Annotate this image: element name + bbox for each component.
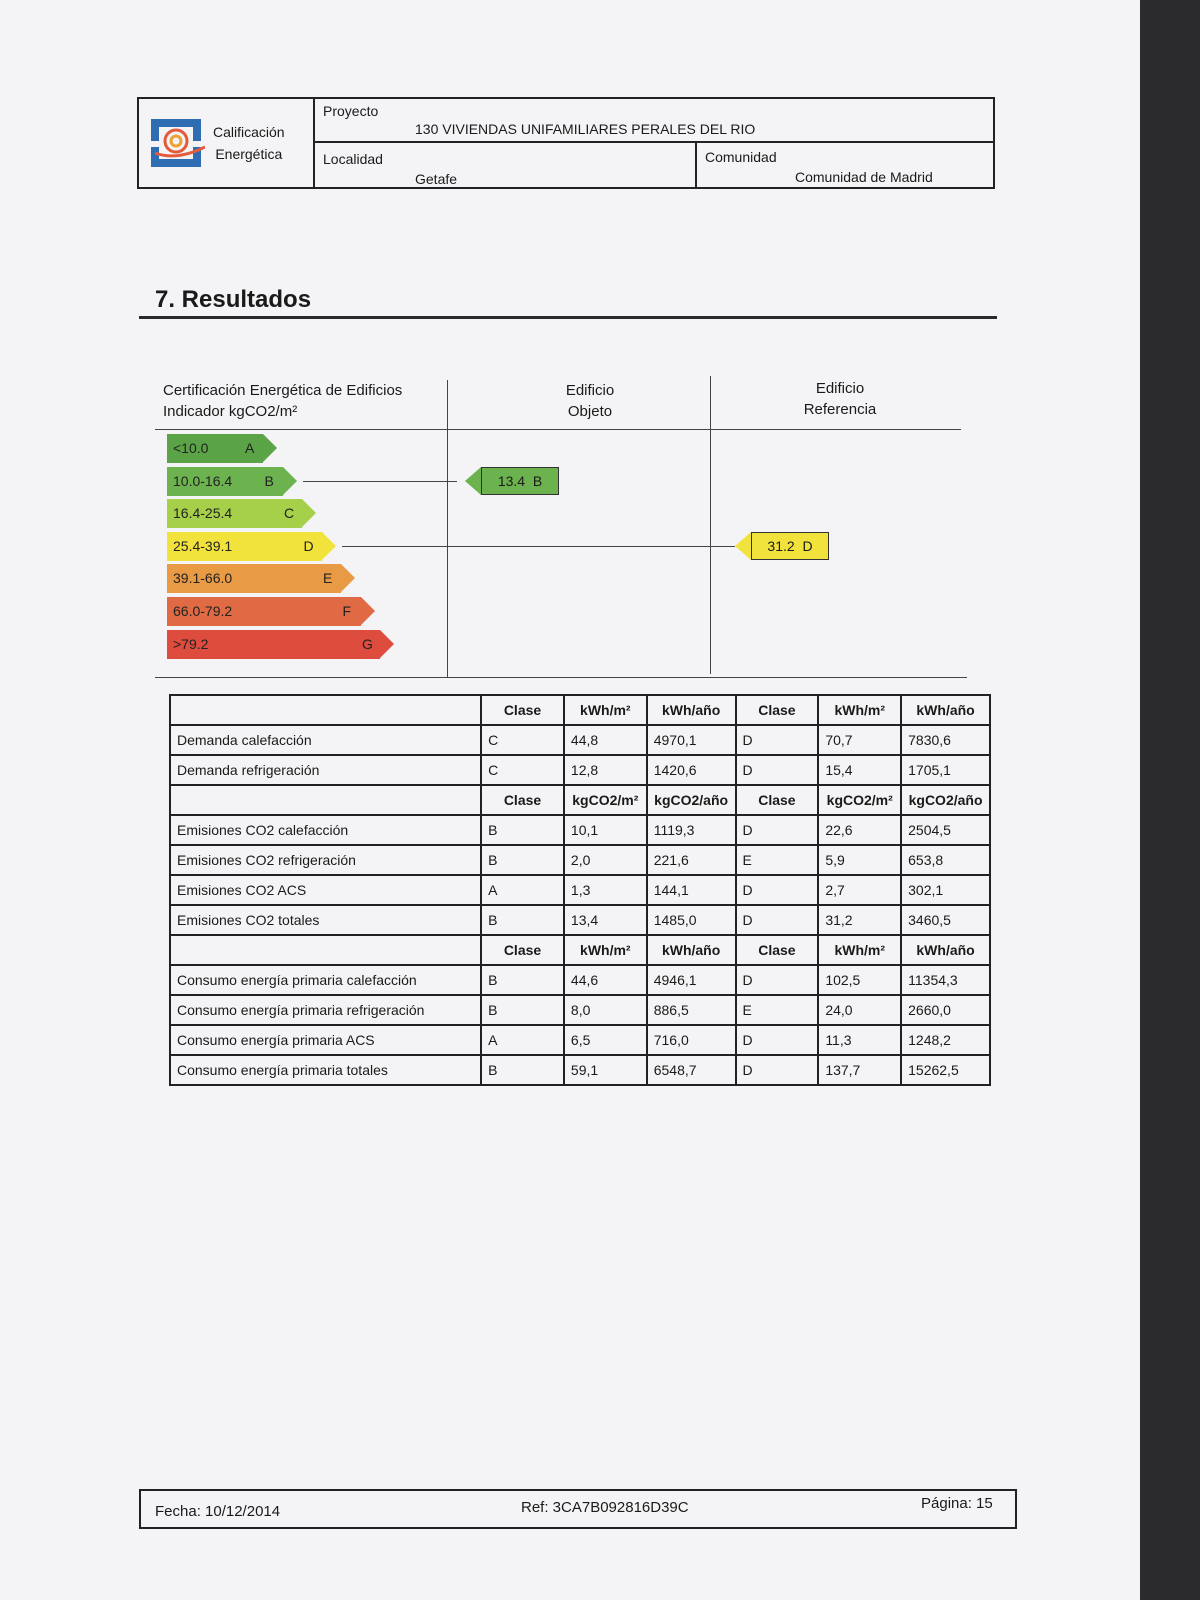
table-row bbox=[170, 1025, 990, 1055]
table-cell: 2660,0 bbox=[901, 995, 990, 1025]
table-cell: 7830,6 bbox=[901, 725, 990, 755]
table-cell: A bbox=[481, 875, 564, 905]
row-label: Consumo energía primaria refrigeración bbox=[170, 995, 481, 1025]
table-cell: B bbox=[481, 965, 564, 995]
table-cell: 11,3 bbox=[818, 1025, 901, 1055]
table-column-header: Clase bbox=[736, 935, 819, 965]
table-cell: 716,0 bbox=[647, 1025, 736, 1055]
table-row bbox=[170, 755, 990, 785]
col-objeto-heading bbox=[505, 380, 675, 422]
table-cell: 102,5 bbox=[818, 965, 901, 995]
table-row bbox=[170, 815, 990, 845]
table-cell: D bbox=[736, 1055, 819, 1085]
calificacion-logo-icon bbox=[149, 117, 205, 169]
rating-band-arrow-tip bbox=[302, 499, 316, 527]
rating-band-range: 16.4-25.4 bbox=[167, 499, 302, 528]
table-cell: D bbox=[736, 755, 819, 785]
logo-text bbox=[213, 121, 285, 165]
table-row bbox=[170, 905, 990, 935]
rating-band-range: <10.0 bbox=[167, 434, 263, 463]
chart-header-rule bbox=[155, 429, 961, 430]
results-table-body bbox=[170, 695, 990, 1085]
section-title: 7. Resultados bbox=[155, 286, 312, 313]
table-row bbox=[170, 845, 990, 875]
table-cell: B bbox=[481, 905, 564, 935]
rating-band-letter: G bbox=[362, 635, 373, 652]
divider-referencia bbox=[710, 376, 711, 674]
table-cell: 221,6 bbox=[647, 845, 736, 875]
table-column-header: Clase bbox=[481, 695, 564, 725]
results-table bbox=[169, 694, 991, 1086]
table-column-header: kWh/año bbox=[901, 935, 990, 965]
table-row bbox=[170, 965, 990, 995]
footer-ref: Ref: 3CA7B092816D39C bbox=[521, 1499, 689, 1516]
proyecto-label: Proyecto bbox=[323, 103, 379, 119]
table-cell: B bbox=[481, 995, 564, 1025]
table-column-header: Clase bbox=[481, 935, 564, 965]
table-header-row bbox=[170, 935, 990, 965]
table-cell: 2504,5 bbox=[901, 815, 990, 845]
table-column-header: kWh/año bbox=[901, 695, 990, 725]
energy-rating-chart bbox=[155, 380, 987, 685]
comunidad-cell bbox=[697, 143, 993, 187]
referencia-connector-line bbox=[342, 546, 736, 547]
table-header-blank bbox=[170, 785, 481, 815]
rating-caption-line-2: Indicador kgCO2/m² bbox=[163, 403, 298, 420]
table-row bbox=[170, 725, 990, 755]
table-cell: 8,0 bbox=[564, 995, 647, 1025]
table-cell: 24,0 bbox=[818, 995, 901, 1025]
rating-caption bbox=[163, 380, 402, 422]
localidad-label: Localidad bbox=[323, 151, 383, 167]
section-title-rule bbox=[139, 316, 997, 319]
table-column-header: kWh/m² bbox=[818, 695, 901, 725]
table-cell: B bbox=[481, 815, 564, 845]
table-cell: 5,9 bbox=[818, 845, 901, 875]
table-cell: 70,7 bbox=[818, 725, 901, 755]
rating-band-arrow-tip bbox=[283, 467, 297, 495]
rating-band-range: 10.0-16.4 bbox=[167, 467, 283, 496]
table-column-header: kWh/año bbox=[647, 695, 736, 725]
rating-band-range: >79.2 bbox=[167, 630, 380, 659]
col-referencia-line-2: Referencia bbox=[803, 401, 877, 418]
objeto-rating-tag-spacer bbox=[525, 473, 533, 489]
table-cell: 1119,3 bbox=[647, 815, 736, 845]
objeto-rating-tag-label bbox=[481, 467, 559, 495]
proyecto-cell bbox=[315, 99, 993, 143]
table-cell: D bbox=[736, 965, 819, 995]
logo-cell bbox=[139, 99, 315, 187]
objeto-rating-tag-letter: B bbox=[532, 472, 543, 489]
rating-band-letter: F bbox=[342, 603, 352, 619]
logo-line-1: Calificación bbox=[213, 124, 285, 140]
referencia-rating-tag-label bbox=[751, 532, 829, 560]
row-label: Consumo energía primaria ACS bbox=[170, 1025, 481, 1055]
row-label: Consumo energía primaria calefacción bbox=[170, 965, 481, 995]
row-label: Emisiones CO2 refrigeración bbox=[170, 845, 481, 875]
table-cell: E bbox=[736, 845, 819, 875]
table-column-header: Clase bbox=[736, 695, 819, 725]
localidad-value: Getafe bbox=[415, 171, 458, 187]
table-cell: 11354,3 bbox=[901, 965, 990, 995]
table-cell: 6,5 bbox=[564, 1025, 647, 1055]
table-cell: 2,7 bbox=[818, 875, 901, 905]
referencia-rating-tag-letter: D bbox=[802, 537, 813, 554]
rating-band-letter: A bbox=[245, 440, 255, 456]
referencia-rating-tag-arrow bbox=[735, 532, 751, 560]
localidad-cell bbox=[315, 143, 697, 187]
table-cell: E bbox=[736, 995, 819, 1025]
comunidad-value: Comunidad de Madrid bbox=[795, 169, 933, 185]
table-column-header: Clase bbox=[481, 785, 564, 815]
row-label: Demanda refrigeración bbox=[170, 755, 481, 785]
col-objeto-line-1: Edificio bbox=[565, 382, 615, 399]
table-cell: A bbox=[481, 1025, 564, 1055]
table-column-header: kgCO2/año bbox=[647, 785, 736, 815]
table-header-row bbox=[170, 695, 990, 725]
document-header bbox=[137, 97, 995, 189]
rating-band-arrow-tip bbox=[322, 532, 336, 560]
table-column-header: kgCO2/m² bbox=[818, 785, 901, 815]
rating-band-letter: C bbox=[284, 505, 295, 522]
table-cell: 886,5 bbox=[647, 995, 736, 1025]
table-cell: 44,6 bbox=[564, 965, 647, 995]
table-column-header: Clase bbox=[736, 785, 819, 815]
footer-pagina: Página: 15 bbox=[921, 1495, 993, 1512]
table-cell: 59,1 bbox=[564, 1055, 647, 1085]
table-column-header: kWh/m² bbox=[564, 695, 647, 725]
table-cell: 12,8 bbox=[564, 755, 647, 785]
table-cell: 1420,6 bbox=[647, 755, 736, 785]
table-header-blank bbox=[170, 935, 481, 965]
table-cell: 15,4 bbox=[818, 755, 901, 785]
table-cell: D bbox=[736, 725, 819, 755]
table-cell: 137,7 bbox=[818, 1055, 901, 1085]
table-cell: 1,3 bbox=[564, 875, 647, 905]
row-label: Consumo energía primaria totales bbox=[170, 1055, 481, 1085]
table-cell: C bbox=[481, 755, 564, 785]
rating-band-letter: E bbox=[323, 570, 333, 587]
rating-band-range: 25.4-39.1 bbox=[167, 532, 322, 561]
table-cell: 1248,2 bbox=[901, 1025, 990, 1055]
table-header-blank bbox=[170, 695, 481, 725]
rating-band-arrow-tip bbox=[361, 597, 375, 625]
table-cell: 302,1 bbox=[901, 875, 990, 905]
table-cell: 1485,0 bbox=[647, 905, 736, 935]
table-cell: 4970,1 bbox=[647, 725, 736, 755]
table-row bbox=[170, 1055, 990, 1085]
table-cell: 22,6 bbox=[818, 815, 901, 845]
table-row bbox=[170, 875, 990, 905]
table-cell: 144,1 bbox=[647, 875, 736, 905]
table-cell: 31,2 bbox=[818, 905, 901, 935]
table-cell: D bbox=[736, 815, 819, 845]
table-column-header: kWh/m² bbox=[818, 935, 901, 965]
col-objeto-line-2: Objeto bbox=[567, 403, 613, 420]
rating-band-range: 39.1-66.0 bbox=[167, 564, 341, 593]
comunidad-label: Comunidad bbox=[705, 149, 777, 165]
rating-band-arrow-tip bbox=[380, 630, 394, 658]
row-label: Emisiones CO2 calefacción bbox=[170, 815, 481, 845]
proyecto-value: 130 VIVIENDAS UNIFAMILIARES PERALES DEL RIO bbox=[415, 121, 756, 137]
table-cell: 6548,7 bbox=[647, 1055, 736, 1085]
table-cell: C bbox=[481, 725, 564, 755]
table-cell: 44,8 bbox=[564, 725, 647, 755]
table-cell: 3460,5 bbox=[901, 905, 990, 935]
table-cell: 15262,5 bbox=[901, 1055, 990, 1085]
table-cell: 10,1 bbox=[564, 815, 647, 845]
chart-bottom-rule bbox=[155, 677, 967, 678]
divider-objeto bbox=[447, 380, 448, 678]
table-cell: 653,8 bbox=[901, 845, 990, 875]
rating-band-arrow-tip bbox=[341, 564, 355, 592]
table-cell: 4946,1 bbox=[647, 965, 736, 995]
row-label: Emisiones CO2 totales bbox=[170, 905, 481, 935]
table-cell: D bbox=[736, 905, 819, 935]
document-footer bbox=[139, 1489, 1017, 1529]
row-label: Emisiones CO2 ACS bbox=[170, 875, 481, 905]
table-cell: 2,0 bbox=[564, 845, 647, 875]
rating-caption-line-1: Certificación Energética de Edificios bbox=[163, 382, 403, 399]
table-cell: D bbox=[736, 1025, 819, 1055]
rating-band-letter: B bbox=[264, 472, 274, 489]
row-label: Demanda calefacción bbox=[170, 725, 481, 755]
rating-band-letter: D bbox=[303, 537, 314, 554]
col-referencia-heading bbox=[755, 378, 925, 420]
objeto-rating-tag-arrow bbox=[465, 467, 481, 495]
table-column-header: kgCO2/m² bbox=[564, 785, 647, 815]
table-column-header: kWh/año bbox=[647, 935, 736, 965]
table-cell: 13,4 bbox=[564, 905, 647, 935]
referencia-rating-tag-value: 31.2 bbox=[767, 537, 795, 554]
rating-band-range: 66.0-79.2 bbox=[167, 597, 361, 626]
logo-line-2: Energética bbox=[215, 146, 283, 162]
col-referencia-line-1: Edificio bbox=[815, 380, 865, 397]
table-header-row bbox=[170, 785, 990, 815]
table-row bbox=[170, 995, 990, 1025]
table-cell: D bbox=[736, 875, 819, 905]
table-cell: B bbox=[481, 1055, 564, 1085]
table-column-header: kgCO2/año bbox=[901, 785, 990, 815]
objeto-connector-line bbox=[303, 481, 458, 482]
table-cell: B bbox=[481, 845, 564, 875]
objeto-rating-tag-value: 13.4 bbox=[497, 472, 526, 489]
footer-fecha: Fecha: 10/12/2014 bbox=[155, 1503, 281, 1520]
table-cell: 1705,1 bbox=[901, 755, 990, 785]
rating-band-arrow-tip bbox=[263, 434, 277, 462]
table-column-header: kWh/m² bbox=[564, 935, 647, 965]
